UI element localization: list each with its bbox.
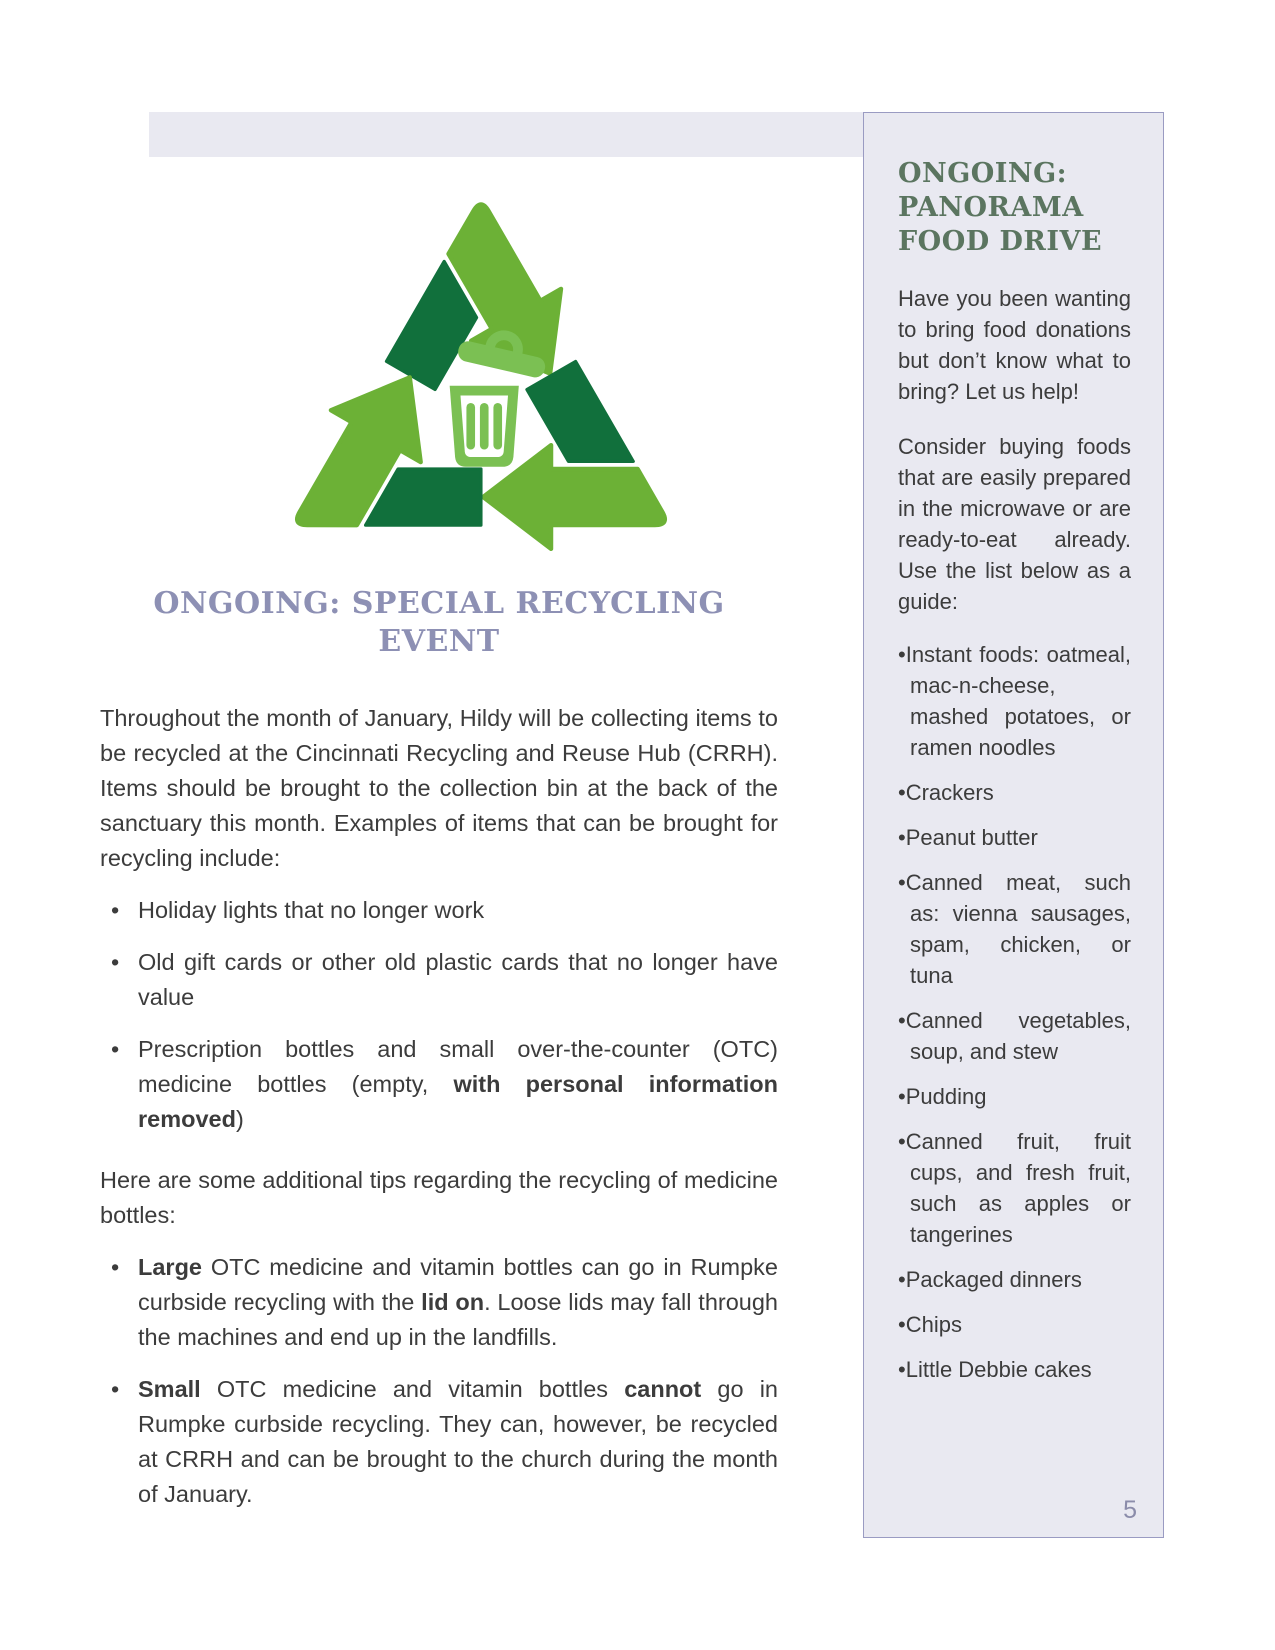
page-number: 5 — [1123, 1496, 1137, 1524]
list-item: • Chips — [898, 1309, 1131, 1340]
medicine-bottle-tips-list — [100, 1250, 778, 1512]
recycle-icon — [265, 173, 697, 605]
recycling-items-list — [100, 893, 778, 1137]
food-items-list — [898, 639, 1131, 1385]
main-article — [100, 585, 778, 1512]
list-item: • Canned meat, such as: vienna sausages, spam, chicken, or tuna — [898, 867, 1131, 991]
list-item: • Instant foods: oatmeal, mac-n-cheese, mashed potatoes, or ramen noodles — [898, 639, 1131, 763]
list-item: • Small OTC medicine and vitamin bottles cannot go in Rumpke curbside recycling. They can, however, be recycled at CRRH and can be brought to the church during the month of January. — [100, 1372, 778, 1512]
list-item: • Old gift cards or other old plastic cards that no longer have value — [100, 945, 778, 1015]
article-title: ONGOING: SPECIAL RECYCLING EVENT — [153, 586, 725, 659]
sidebar-paragraph: Consider buying foods that are easily prepared in the microwave or are ready-to-eat already. Use the list below as a guide: — [898, 434, 1131, 614]
article-paragraph: Here are some additional tips regarding the recycling of medicine bottles: — [100, 1167, 778, 1228]
list-item: • Large OTC medicine and vitamin bottles can go in Rumpke curbside recycling with the lid on. Loose lids may fall through the machines and end up in the landfills. — [100, 1250, 778, 1355]
list-item: • Canned vegetables, soup, and stew — [898, 1005, 1131, 1067]
sidebar-title: ONGOING: PANORAMA FOOD DRIVE — [898, 158, 1103, 257]
list-item: • Pudding — [898, 1081, 1131, 1112]
sidebar-paragraph: Have you been wanting to bring food donations but don’t know what to bring? Let us help! — [898, 286, 1131, 404]
recycle-arrow-right — [464, 347, 697, 591]
list-item: • Packaged dinners — [898, 1264, 1131, 1295]
article-paragraph: Throughout the month of January, Hildy will be collecting items to be recycled at the Cincinnati Recycling and Reuse Hub (CRRH). Items should be brought to the collection bin at the back of the sanctuary this month. Examples of items that can be brought for recycling include: — [100, 705, 778, 871]
food-drive-sidebar — [863, 112, 1164, 1538]
list-item: • Holiday lights that no longer work — [100, 893, 778, 928]
list-item: • Little Debbie cakes — [898, 1354, 1131, 1385]
recycling-logo — [265, 173, 697, 605]
list-item: • Peanut butter — [898, 822, 1131, 853]
decorative-top-band — [149, 112, 863, 157]
list-item: • Crackers — [898, 777, 1131, 808]
list-item: • Canned fruit, fruit cups, and fresh fruit, such as apples or tangerines — [898, 1126, 1131, 1250]
list-item: • Prescription bottles and small over-the-counter (OTC) medicine bottles (empty, with personal information removed) — [100, 1032, 778, 1137]
